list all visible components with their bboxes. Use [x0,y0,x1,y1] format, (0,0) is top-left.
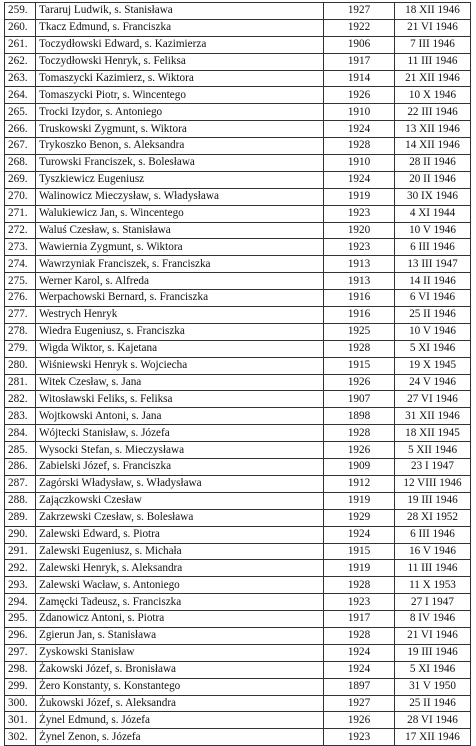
birth-year-cell: 1926 [324,442,395,459]
record-date-cell: 25 II 1946 [395,695,471,712]
row-number-cell: 280. [5,357,36,374]
table-row [5,678,471,695]
person-name-cell: Zalewski Edward, s. Piotra [36,526,324,543]
record-date-cell: 5 XII 1946 [395,442,471,459]
table-row [5,425,471,442]
person-name-cell: Wiśniewski Henryk s. Wojciecha [36,357,324,374]
birth-year-cell: 1924 [324,121,395,138]
record-date-cell: 28 II 1946 [395,155,471,172]
record-date-cell: 8 IV 1946 [395,611,471,628]
person-name-cell: Truskowski Zygmunt, s. Wiktora [36,121,324,138]
record-date-cell: 19 III 1946 [395,644,471,661]
birth-year-cell: 1926 [324,712,395,729]
birth-year-cell: 1928 [324,577,395,594]
table-row [5,53,471,70]
record-date-cell: 6 III 1946 [395,526,471,543]
record-date-cell: 11 III 1946 [395,53,471,70]
row-number-cell: 278. [5,323,36,340]
table-row [5,543,471,560]
record-date-cell: 10 X 1946 [395,87,471,104]
row-number-cell: 271. [5,205,36,222]
row-number-cell: 296. [5,627,36,644]
birth-year-cell: 1923 [324,239,395,256]
record-date-cell: 13 XII 1946 [395,121,471,138]
row-number-cell: 294. [5,594,36,611]
person-name-cell: Zamęcki Tadeusz, s. Franciszka [36,594,324,611]
person-name-cell: Zdanowicz Antoni, s. Piotra [36,611,324,628]
row-number-cell: 287. [5,475,36,492]
table-row [5,138,471,155]
person-name-cell: Wiedra Eugeniusz, s. Franciszka [36,323,324,340]
table-row [5,87,471,104]
row-number-cell: 277. [5,307,36,324]
record-date-cell: 10 V 1946 [395,222,471,239]
person-name-cell: Walinowicz Mieczysław, s. Władysława [36,188,324,205]
record-date-cell: 24 V 1946 [395,374,471,391]
birth-year-cell: 1917 [324,611,395,628]
record-date-cell: 21 VI 1946 [395,19,471,36]
row-number-cell: 289. [5,509,36,526]
table-row [5,155,471,172]
record-date-cell: 6 III 1946 [395,239,471,256]
birth-year-cell: 1909 [324,459,395,476]
row-number-cell: 288. [5,492,36,509]
table-row [5,239,471,256]
person-name-cell: Zalewski Eugeniusz, s. Michała [36,543,324,560]
birth-year-cell: 1916 [324,307,395,324]
row-number-cell: 283. [5,408,36,425]
person-name-cell: Werner Karol, s. Alfreda [36,273,324,290]
register-table [4,2,471,746]
birth-year-cell: 1923 [324,205,395,222]
record-date-cell: 17 XII 1946 [395,729,471,746]
birth-year-cell: 1928 [324,138,395,155]
person-name-cell: Żynel Zenon, s. Józefa [36,729,324,746]
person-name-cell: Tararuj Ludwik, s. Stanisława [36,3,324,20]
row-number-cell: 262. [5,53,36,70]
record-date-cell: 5 XI 1946 [395,340,471,357]
row-number-cell: 299. [5,678,36,695]
person-name-cell: Wawiernia Zygmunt, s. Wiktora [36,239,324,256]
table-row [5,307,471,324]
table-row [5,70,471,87]
table-row [5,526,471,543]
record-date-cell: 30 IX 1946 [395,188,471,205]
table-row [5,256,471,273]
birth-year-cell: 1928 [324,340,395,357]
person-name-cell: Walukiewicz Jan, s. Wincentego [36,205,324,222]
row-number-cell: 265. [5,104,36,121]
record-date-cell: 11 III 1946 [395,560,471,577]
birth-year-cell: 1926 [324,87,395,104]
row-number-cell: 269. [5,171,36,188]
birth-year-cell: 1919 [324,492,395,509]
record-date-cell: 21 VI 1946 [395,627,471,644]
row-number-cell: 297. [5,644,36,661]
row-number-cell: 259. [5,3,36,20]
person-name-cell: Tkacz Edmund, s. Franciszka [36,19,324,36]
record-date-cell: 28 XI 1952 [395,509,471,526]
table-row [5,560,471,577]
row-number-cell: 295. [5,611,36,628]
row-number-cell: 284. [5,425,36,442]
person-name-cell: Żukowski Józef, s. Aleksandra [36,695,324,712]
birth-year-cell: 1926 [324,374,395,391]
birth-year-cell: 1914 [324,70,395,87]
row-number-cell: 302. [5,729,36,746]
row-number-cell: 290. [5,526,36,543]
birth-year-cell: 1927 [324,695,395,712]
row-number-cell: 279. [5,340,36,357]
birth-year-cell: 1907 [324,391,395,408]
birth-year-cell: 1910 [324,155,395,172]
row-number-cell: 266. [5,121,36,138]
table-row [5,36,471,53]
record-date-cell: 12 VIII 1946 [395,475,471,492]
person-name-cell: Witosławski Feliks, s. Feliksa [36,391,324,408]
row-number-cell: 260. [5,19,36,36]
table-row [5,442,471,459]
record-date-cell: 14 II 1946 [395,273,471,290]
record-date-cell: 22 III 1946 [395,104,471,121]
row-number-cell: 298. [5,661,36,678]
row-number-cell: 293. [5,577,36,594]
table-row [5,357,471,374]
record-date-cell: 5 XI 1946 [395,661,471,678]
person-name-cell: Toczydłowski Edward, s. Kazimierza [36,36,324,53]
table-row [5,661,471,678]
person-name-cell: Turowski Franciszek, s. Bolesława [36,155,324,172]
row-number-cell: 292. [5,560,36,577]
row-number-cell: 281. [5,374,36,391]
table-row [5,273,471,290]
birth-year-cell: 1919 [324,188,395,205]
person-name-cell: Zakrzewski Czesław, s. Bolesława [36,509,324,526]
person-name-cell: Witek Czesław, s. Jana [36,374,324,391]
row-number-cell: 285. [5,442,36,459]
row-number-cell: 264. [5,87,36,104]
row-number-cell: 273. [5,239,36,256]
record-date-cell: 19 X 1945 [395,357,471,374]
record-date-cell: 6 VI 1946 [395,290,471,307]
table-row [5,492,471,509]
birth-year-cell: 1924 [324,644,395,661]
birth-year-cell: 1913 [324,256,395,273]
person-name-cell: Westrych Henryk [36,307,324,324]
birth-year-cell: 1915 [324,357,395,374]
record-date-cell: 27 I 1947 [395,594,471,611]
row-number-cell: 274. [5,256,36,273]
birth-year-cell: 1928 [324,627,395,644]
record-date-cell: 19 III 1946 [395,492,471,509]
table-row [5,290,471,307]
person-name-cell: Tomaszycki Piotr, s. Wincentego [36,87,324,104]
person-name-cell: Toczydłowski Henryk, s. Feliksa [36,53,324,70]
table-row [5,712,471,729]
person-name-cell: Wawrzyniak Franciszek, s. Franciszka [36,256,324,273]
record-date-cell: 14 XII 1946 [395,138,471,155]
record-date-cell: 11 X 1953 [395,577,471,594]
table-row [5,3,471,20]
row-number-cell: 270. [5,188,36,205]
birth-year-cell: 1929 [324,509,395,526]
birth-year-cell: 1913 [324,273,395,290]
table-row [5,459,471,476]
table-row [5,594,471,611]
record-date-cell: 31 XII 1946 [395,408,471,425]
record-date-cell: 16 V 1946 [395,543,471,560]
record-date-cell: 18 XII 1946 [395,3,471,20]
birth-year-cell: 1925 [324,323,395,340]
record-date-cell: 10 V 1946 [395,323,471,340]
birth-year-cell: 1897 [324,678,395,695]
row-number-cell: 267. [5,138,36,155]
person-name-cell: Zalewski Wacław, s. Antoniego [36,577,324,594]
record-date-cell: 18 XII 1945 [395,425,471,442]
row-number-cell: 300. [5,695,36,712]
person-name-cell: Wojtkowski Antoni, s. Jana [36,408,324,425]
birth-year-cell: 1923 [324,729,395,746]
record-date-cell: 13 III 1947 [395,256,471,273]
table-row [5,205,471,222]
birth-year-cell: 1927 [324,3,395,20]
birth-year-cell: 1912 [324,475,395,492]
person-name-cell: Zgierun Jan, s. Stanisława [36,627,324,644]
person-name-cell: Zyskowski Stanisław [36,644,324,661]
birth-year-cell: 1928 [324,425,395,442]
person-name-cell: Wójtecki Stanisław, s. Józefa [36,425,324,442]
row-number-cell: 268. [5,155,36,172]
person-name-cell: Zalewski Henryk, s. Aleksandra [36,560,324,577]
person-name-cell: Zabielski Józef, s. Franciszka [36,459,324,476]
record-date-cell: 23 I 1947 [395,459,471,476]
table-row [5,509,471,526]
person-name-cell: Wigda Wiktor, s. Kajetana [36,340,324,357]
person-name-cell: Żynel Edmund, s. Józefa [36,712,324,729]
birth-year-cell: 1923 [324,594,395,611]
birth-year-cell: 1924 [324,661,395,678]
birth-year-cell: 1915 [324,543,395,560]
table-row [5,644,471,661]
record-date-cell: 20 II 1946 [395,171,471,188]
person-name-cell: Żakowski Józef, s. Bronisława [36,661,324,678]
birth-year-cell: 1922 [324,19,395,36]
person-name-cell: Tomaszycki Kazimierz, s. Wiktora [36,70,324,87]
table-row [5,340,471,357]
table-row [5,577,471,594]
table-row [5,171,471,188]
table-row [5,391,471,408]
person-name-cell: Trykoszko Benon, s. Aleksandra [36,138,324,155]
table-row [5,188,471,205]
birth-year-cell: 1919 [324,560,395,577]
table-row [5,627,471,644]
birth-year-cell: 1910 [324,104,395,121]
record-date-cell: 25 II 1946 [395,307,471,324]
record-date-cell: 28 VI 1946 [395,712,471,729]
row-number-cell: 282. [5,391,36,408]
table-row [5,374,471,391]
birth-year-cell: 1924 [324,526,395,543]
person-name-cell: Werpachowski Bernard, s. Franciszka [36,290,324,307]
person-name-cell: Wysocki Stefan, s. Mieczysława [36,442,324,459]
birth-year-cell: 1898 [324,408,395,425]
record-date-cell: 21 XII 1946 [395,70,471,87]
table-row [5,611,471,628]
table-row [5,323,471,340]
record-date-cell: 4 XI 1944 [395,205,471,222]
table-row [5,222,471,239]
birth-year-cell: 1916 [324,290,395,307]
birth-year-cell: 1906 [324,36,395,53]
row-number-cell: 263. [5,70,36,87]
table-row [5,729,471,746]
person-name-cell: Tyszkiewicz Eugeniusz [36,171,324,188]
table-row [5,19,471,36]
record-date-cell: 31 V 1950 [395,678,471,695]
table-row [5,408,471,425]
row-number-cell: 261. [5,36,36,53]
row-number-cell: 286. [5,459,36,476]
person-name-cell: Zagórski Władysław, s. Władysława [36,475,324,492]
person-name-cell: Zajączkowski Czesław [36,492,324,509]
record-date-cell: 27 VI 1946 [395,391,471,408]
birth-year-cell: 1920 [324,222,395,239]
table-row [5,104,471,121]
person-name-cell: Waluś Czesław, s. Stanisława [36,222,324,239]
person-name-cell: Żero Konstanty, s. Konstantego [36,678,324,695]
row-number-cell: 301. [5,712,36,729]
row-number-cell: 275. [5,273,36,290]
table-row [5,475,471,492]
table-row [5,695,471,712]
row-number-cell: 291. [5,543,36,560]
birth-year-cell: 1924 [324,171,395,188]
row-number-cell: 272. [5,222,36,239]
row-number-cell: 276. [5,290,36,307]
register-table-body [5,3,471,746]
record-date-cell: 7 III 1946 [395,36,471,53]
person-name-cell: Trocki Izydor, s. Antoniego [36,104,324,121]
table-row [5,121,471,138]
birth-year-cell: 1917 [324,53,395,70]
